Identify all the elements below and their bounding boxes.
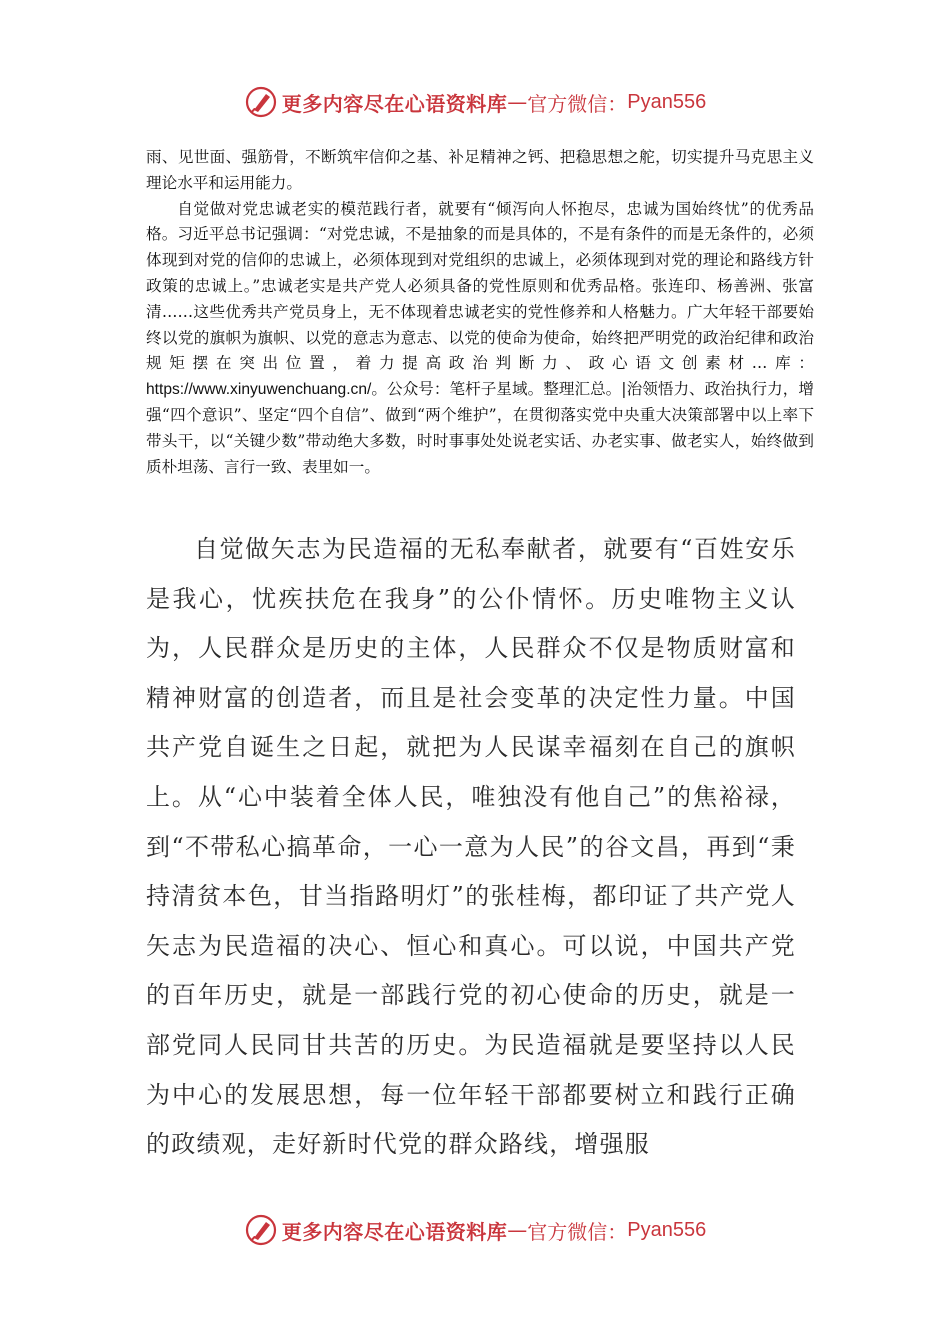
paragraph-2-part-a: 自觉做对党忠诚老实的模范践行者，就要有“倾泻向人怀抱尽，忠诚为国始终忧”的优秀品格。习近平总书记强调：“对党忠诚，不是抽象的而是具体的，不是有条件的而是无条件的，必须体现到对党的信仰的忠诚上，必须体现到对党组织的忠诚上，必须体现到对党的理论和路线方针政策的忠诚上。”忠诚老实是共产党人必须具备的党性原则和优秀品格。张连印、杨善洲、张富清……这些优秀共产党员身上，无不体现着忠诚老实的党性修养和人格魅力。广大年轻干部要始终以党的旗帜为旗帜、以党的意志为意志、以党的使命为使命，始终把严明党的政治纪律和政治规矩摆在突出位置，着力提高政治判断力、政心语文创素材…库： <box>146 199 814 373</box>
header-wechat-id: Pyan556 <box>627 90 707 113</box>
footer-wechat-id: Pyan556 <box>627 1218 707 1241</box>
pen-logo-icon <box>244 85 278 119</box>
paragraph-2-part-b: 。公众号：笔杆子星域。整理汇总。|治领悟力、政治执行力，增强“四个意识”、坚定“四个自信”、做到“两个维护”，在贯彻落实党中央重大决策部署中以上率下带头干，以“关键少数”带动绝大多数，时时事事处处说老实话、办老实事、做老实人，始终做到质朴坦荡、言行一致、表里如一。 <box>146 380 814 476</box>
footer-wechat-label: 官方微信： <box>527 1219 628 1244</box>
footer-site-text: 更多内容尽在心语资料库 <box>281 1219 508 1244</box>
paragraph-3: 自觉做矢志为民造福的无私奉献者，就要有“百姓安乐是我心，忧疾扶危在我身”的公仆情怀。历史唯物主义认为，人民群众是历史的主体，人民群众不仅是物质财富和精神财富的创造者，而且是社会变革的决定性力量。中国共产党自诞生之日起，就把为人民谋幸福刻在自己的旗帜上。从“心中装着全体人民，唯独没有他自己”的焦裕禄，到“不带私心搞革命，一心一意为人民”的谷文昌，再到“秉持清贫本色，甘当指路明灯”的张桂梅，都印证了共产党人矢志为民造福的决心、恒心和真心。可以说，中国共产党的百年历史，就是一部践行党的初心使命的历史，就是一部党同人民同甘共苦的历史。为民造福就是要坚持以人民为中心的发展思想，每一位年轻干部都要树立和践行正确的政绩观，走好新时代党的群众路线，增强服 <box>146 535 796 1159</box>
body-large-text <box>146 525 796 1170</box>
paragraph-2 <box>146 197 814 481</box>
header-dash: — <box>507 90 528 114</box>
footer-banner <box>0 1210 950 1250</box>
header-wechat-label: 官方微信： <box>527 91 628 116</box>
footer-dash: — <box>507 1218 528 1242</box>
header-banner <box>0 82 950 122</box>
header-site-text: 更多内容尽在心语资料库 <box>281 91 508 116</box>
body-small-text <box>146 145 814 480</box>
paragraph-1: 雨、见世面、强筋骨，不断筑牢信仰之基、补足精神之钙、把稳思想之舵，切实提升马克思主义理论水平和运用能力。 <box>146 148 814 192</box>
source-url: https://www.xinyuwenchuang.cn/ <box>146 381 372 399</box>
pen-logo-icon <box>244 1213 278 1247</box>
